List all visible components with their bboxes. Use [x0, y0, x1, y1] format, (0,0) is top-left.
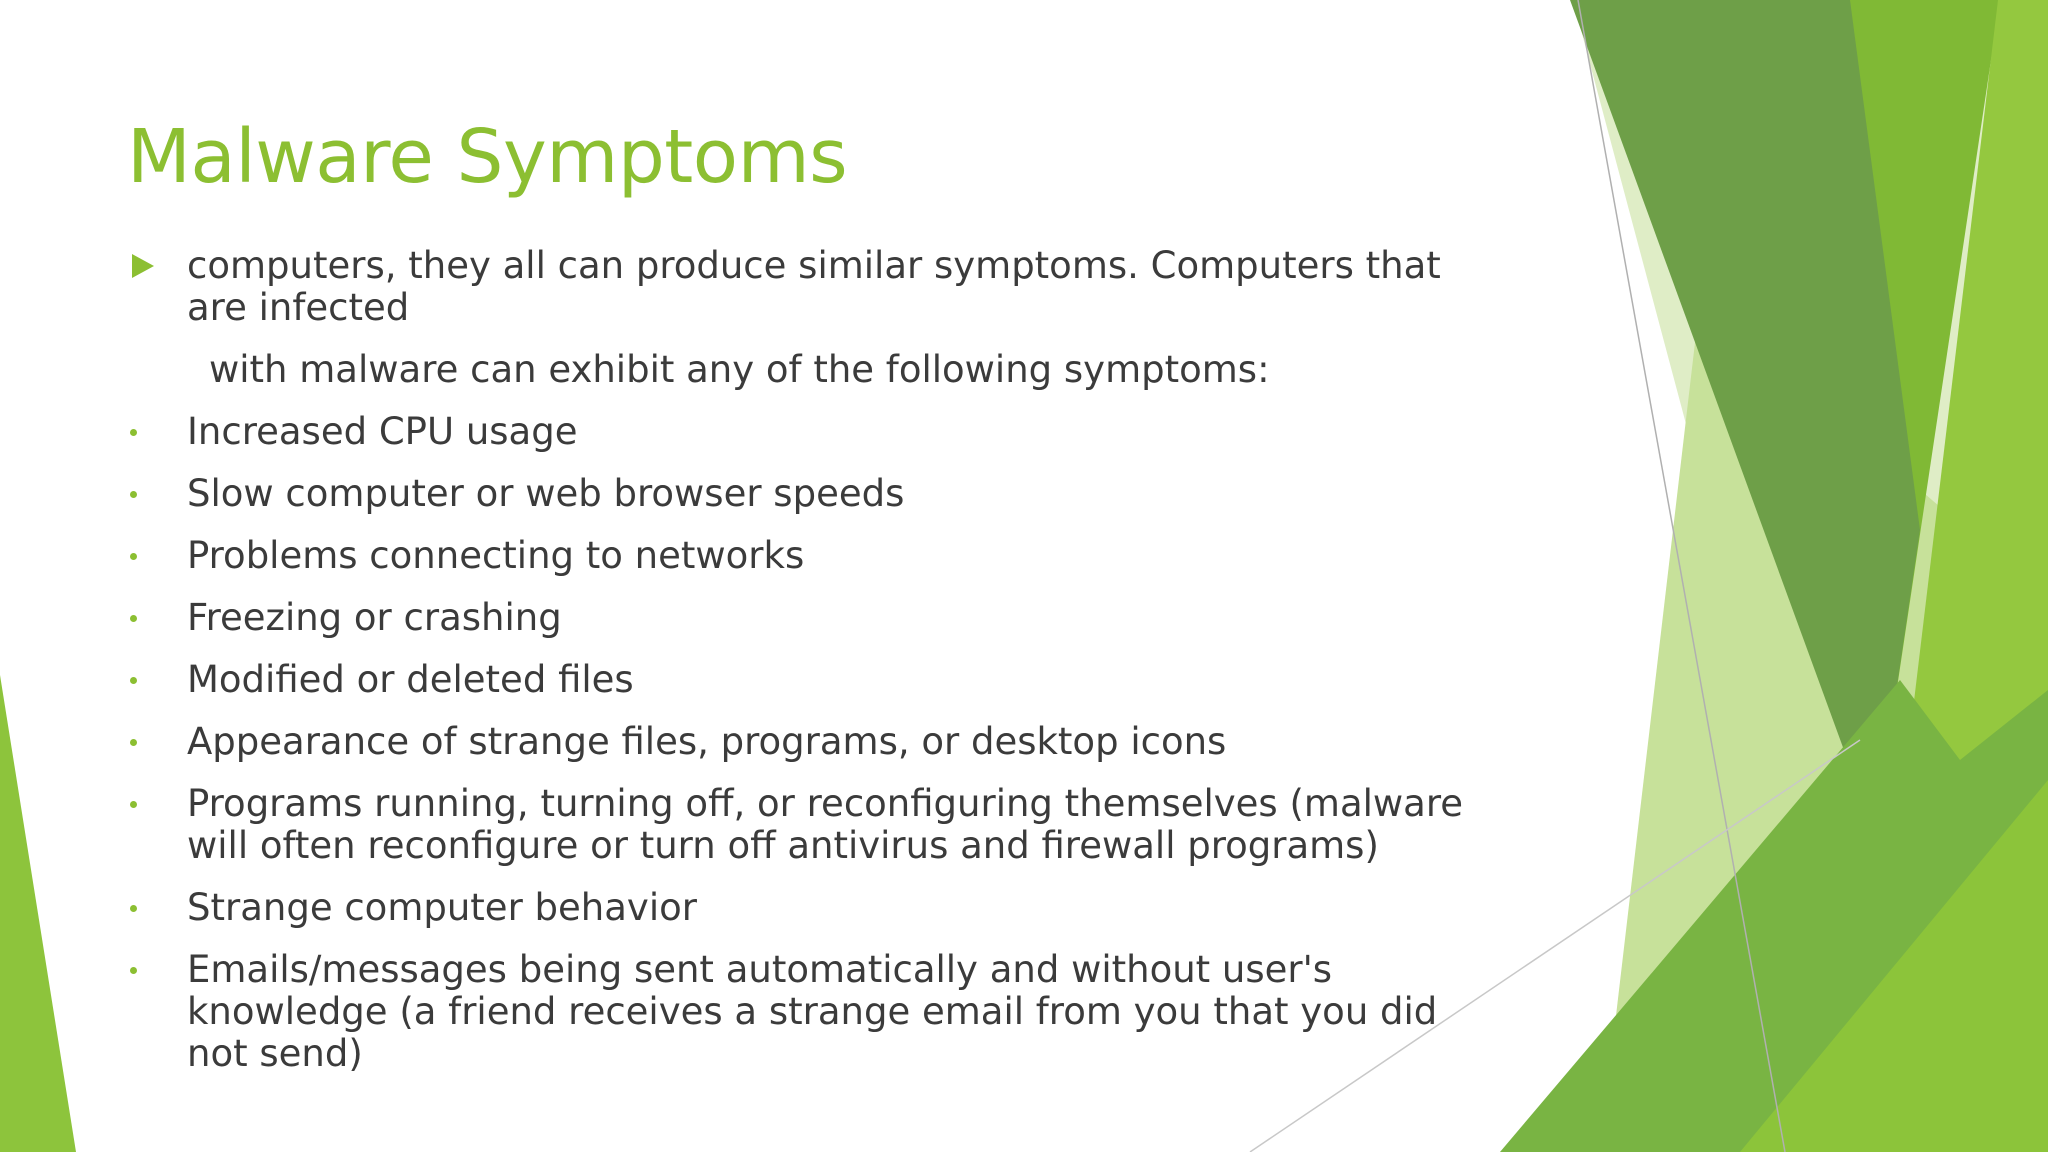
list-item — [127, 783, 1497, 867]
intro-continuation: with malware can exhibit any of the following symptoms: — [209, 348, 1270, 391]
list-item-text: Appearance of strange files, programs, or desktop icons — [187, 720, 1227, 763]
list-item — [127, 949, 1497, 1075]
dot-bullet-icon — [127, 597, 167, 639]
list-item — [127, 659, 1497, 701]
dot-bullet-icon — [127, 949, 167, 991]
list-item-text: Problems connecting to networks — [187, 534, 805, 577]
dot-bullet-icon — [127, 887, 167, 929]
dot-bullet-icon — [127, 783, 167, 825]
left-edge-shape — [0, 675, 76, 1152]
list-item — [127, 887, 1497, 929]
slide-title: Malware Symptoms — [127, 114, 848, 200]
dot-bullet-icon — [127, 411, 167, 453]
slide-body — [127, 245, 1497, 1095]
list-item-text: Increased CPU usage — [187, 410, 578, 453]
list-item — [127, 411, 1497, 453]
list-item-text: Freezing or crashing — [187, 596, 562, 639]
list-item-text: Modified or deleted files — [187, 658, 634, 701]
arrow-bullet-icon — [127, 245, 167, 287]
intro-item — [127, 245, 1497, 329]
list-item-text: Slow computer or web browser speeds — [187, 472, 905, 515]
list-item-text: Emails/messages being sent automatically and without user's knowledge (a friend receives a strange email from you that you did not send) — [187, 948, 1438, 1075]
dot-bullet-icon — [127, 473, 167, 515]
dot-bullet-icon — [127, 535, 167, 577]
list-item-text: Strange computer behavior — [187, 886, 697, 929]
list-item-text: Programs running, turning off, or reconfiguring themselves (malware will often reconfigure or turn off antivirus and firewall programs) — [187, 782, 1463, 867]
list-item — [127, 721, 1497, 763]
list-item — [127, 535, 1497, 577]
list-item — [127, 597, 1497, 639]
list-item — [127, 473, 1497, 515]
dot-bullet-icon — [127, 659, 167, 701]
dot-bullet-icon — [127, 721, 167, 763]
intro-line-1: computers, they all can produce similar symptoms. Computers that are infected — [187, 244, 1441, 329]
